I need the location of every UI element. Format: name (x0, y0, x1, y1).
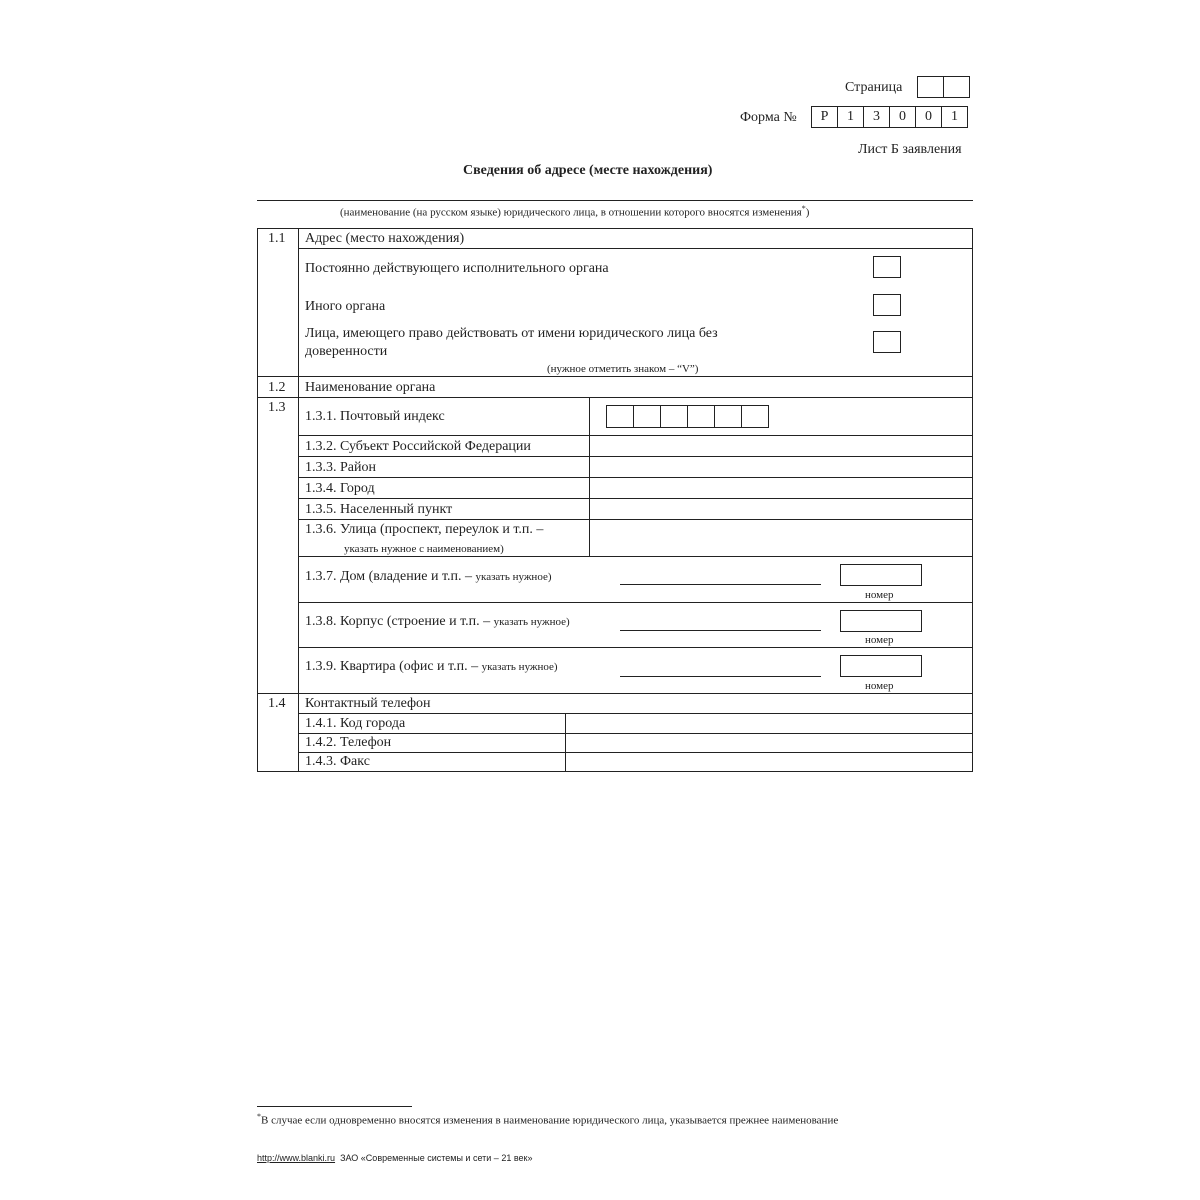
row-number: 1.4 (268, 696, 286, 711)
subject-field[interactable] (590, 436, 972, 455)
house-label: 1.3.7. Дом (владение и т.п. – указать нужное) (305, 569, 552, 584)
form-cell: 3 (863, 106, 890, 128)
house-number-field[interactable] (840, 564, 922, 586)
form-cell: Р (811, 106, 838, 128)
postal-cell[interactable] (660, 405, 688, 428)
sheet-label: Лист Б заявления (858, 142, 962, 157)
postal-cell[interactable] (606, 405, 634, 428)
locality-label: 1.3.5. Населенный пункт (305, 502, 453, 517)
page-cell[interactable] (943, 76, 970, 98)
row-number: 1.1 (268, 231, 286, 246)
row-number: 1.2 (268, 380, 286, 395)
form-label: Форма № (740, 110, 797, 125)
page-cell[interactable] (917, 76, 944, 98)
apartment-label: 1.3.9. Квартира (офис и т.п. – указать нужное) (305, 659, 558, 674)
city-code-label: 1.4.1. Код города (305, 716, 406, 731)
form-number-cells (812, 106, 968, 128)
fax-field[interactable] (566, 753, 972, 771)
page-title: Сведения об адресе (месте нахождения) (463, 163, 713, 178)
house-type-field[interactable] (620, 584, 821, 585)
checkbox-authorized-person[interactable] (873, 331, 901, 353)
page-label: Страница (845, 80, 903, 95)
checkbox-executive-body[interactable] (873, 256, 901, 278)
building-type-field[interactable] (620, 630, 821, 631)
option-authorized-person-cont: доверенности (305, 344, 388, 359)
row-number: 1.3 (268, 400, 286, 415)
phone-field[interactable] (566, 734, 972, 751)
number-caption: номер (865, 680, 894, 692)
body-name-label: Наименование органа (305, 380, 436, 395)
phone-label: 1.4.2. Телефон (305, 735, 392, 750)
option-executive-body: Постоянно действующего исполнительного органа (305, 261, 609, 276)
postal-cell[interactable] (633, 405, 661, 428)
building-label: 1.3.8. Корпус (строение и т.п. – указать нужное) (305, 614, 570, 629)
district-field[interactable] (590, 457, 972, 476)
footer-company: ЗАО «Современные системы и сети – 21 век» (340, 1153, 533, 1163)
city-field[interactable] (590, 478, 972, 497)
postal-code-label: 1.3.1. Почтовый индекс (305, 409, 445, 424)
city-label: 1.3.4. Город (305, 481, 375, 496)
footer-link[interactable]: http://www.blanki.ru (257, 1153, 336, 1163)
form-cell: 0 (889, 106, 916, 128)
checkbox-other-body[interactable] (873, 294, 901, 316)
mark-instruction: (нужное отметить знаком – “V”) (547, 363, 699, 375)
footer (257, 1153, 532, 1163)
street-note: указать нужное с наименованием) (344, 543, 504, 555)
number-caption: номер (865, 589, 894, 601)
street-label: 1.3.6. Улица (проспект, переулок и т.п. – (305, 522, 544, 537)
option-authorized-person: Лица, имеющего право действовать от имени юридического лица без (305, 326, 718, 341)
postal-cell[interactable] (714, 405, 742, 428)
page-number-cells[interactable] (918, 76, 970, 98)
apartment-type-field[interactable] (620, 676, 821, 677)
footnote-divider (257, 1106, 412, 1107)
number-caption: номер (865, 634, 894, 646)
form-cell: 0 (915, 106, 942, 128)
form-cell: 1 (837, 106, 864, 128)
subject-label: 1.3.2. Субъект Российской Федерации (305, 439, 531, 454)
address-label: Адрес (место нахождения) (305, 231, 465, 246)
form-cell: 1 (941, 106, 968, 128)
locality-field[interactable] (590, 499, 972, 518)
fax-label: 1.4.3. Факс (305, 754, 370, 769)
street-field[interactable] (590, 520, 972, 555)
district-label: 1.3.3. Район (305, 460, 376, 475)
building-number-field[interactable] (840, 610, 922, 632)
option-other-body: Иного органа (305, 299, 386, 314)
postal-cell[interactable] (687, 405, 715, 428)
contact-phone-label: Контактный телефон (305, 696, 431, 711)
postal-cell[interactable] (741, 405, 769, 428)
name-caption: (наименование (на русском языке) юридического лица, в отношении которого вносятся изменения*) (340, 204, 810, 219)
city-code-field[interactable] (566, 714, 972, 732)
postal-code-cells[interactable] (607, 405, 769, 428)
apartment-number-field[interactable] (840, 655, 922, 677)
footnote: *В случае если одновременно вносятся изменения в наименование юридического лица, указывается прежнее наименование (257, 1112, 839, 1127)
name-input-line[interactable] (257, 200, 973, 201)
